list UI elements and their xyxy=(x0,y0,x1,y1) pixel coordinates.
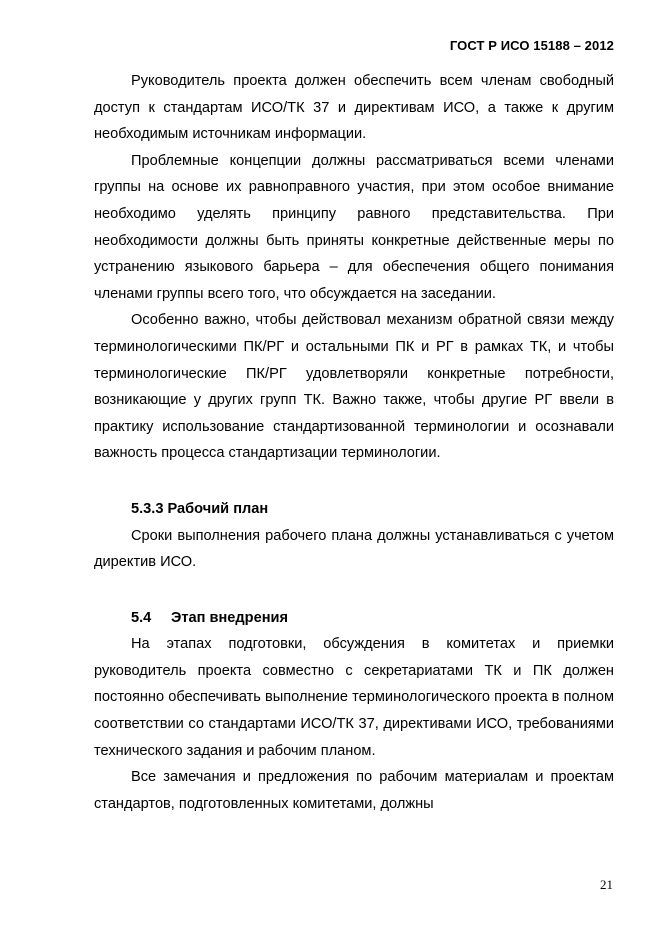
section-heading-implementation xyxy=(94,605,614,632)
document-header: ГОСТ Р ИСО 15188 – 2012 xyxy=(449,38,614,53)
section-number: 5.4 xyxy=(131,609,152,626)
paragraph-feedback-mechanism: Особенно важно, чтобы действовал механизм обратной связи между терминологическими ПК/РГ и остальными ПК и РГ в рамках ТК, и чтобы терминологические ПК/РГ удовлетворяли конкретные потребности, возникающие у других групп ТК. Важно также, чтобы другие РГ ввели в практику использование стандартизованной терминологии и осознавали важность процесса стандартизации терминологии. xyxy=(94,312,614,462)
paragraph-access-to-standards: Руководитель проекта должен обеспечить всем членам свободный доступ к стандартам ИСО/ТК 37 и директивам ИСО, а также к другим необходимым источникам информации. xyxy=(94,73,614,143)
spacer xyxy=(94,467,614,496)
paragraph-work-plan-deadlines: Сроки выполнения рабочего плана должны устанавливаться с учетом директив ИСО. xyxy=(94,527,614,571)
page-number: 21 xyxy=(600,877,613,892)
section-heading-work-plan: 5.3.3 Рабочий план xyxy=(131,500,269,517)
page-body xyxy=(94,68,614,817)
spacer xyxy=(94,576,614,605)
section-title: Этап внедрения xyxy=(171,609,289,626)
paragraph-remarks-and-proposals: Все замечания и предложения по рабочим материалам и проектам стандартов, подготовленных комитетами, должны xyxy=(94,769,614,812)
paragraph-implementation-stages: На этапах подготовки, обсуждения в комитетах и приемки руководитель проекта совместно с секретариатами ТК и ПК должен постоянно обеспечивать выполнение терминологического проекта в полном соответствии со стандартами ИСО/ТК 37, директивами ИСО, требованиями технического задания и рабочим планом. xyxy=(94,636,614,759)
paragraph-problem-concepts: Проблемные концепции должны рассматриваться всеми членами группы на основе их равноправного участия, при этом особое внимание необходимо уделять принципу равного представительства. При необходимости должны быть приняты конкретные действенные меры по устранению языкового барьера – для обеспечения общего понимания членами группы всего того, что обсуждается на заседании. xyxy=(94,152,614,302)
